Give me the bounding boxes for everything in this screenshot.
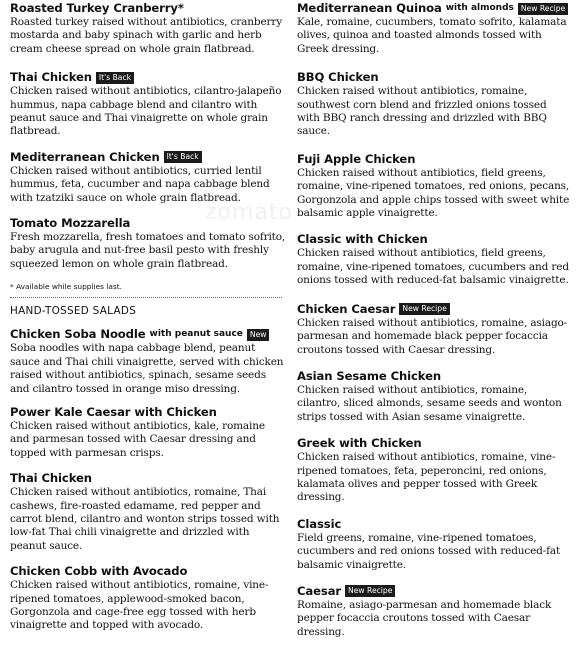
item-name: Asian Sesame Chicken <box>297 368 442 383</box>
item-badge: New Recipe <box>345 585 395 597</box>
item-badge: New <box>247 329 270 341</box>
menu-item <box>10 564 286 633</box>
item-badge: It's Back <box>96 72 134 84</box>
menu-item <box>10 405 286 460</box>
menu-item <box>297 152 570 221</box>
item-description: Chicken raised without antibiotics, kale, romaine and parmesan tossed with Caesar dressing and topped with parmesan crisps. <box>10 419 265 459</box>
item-name: Caesar <box>297 583 342 598</box>
menu-item <box>297 584 570 639</box>
item-badge: New Recipe <box>399 303 449 315</box>
menu-item <box>10 1 286 56</box>
item-description: Chicken raised without antibiotics, curried lentil hummus, feta, cucumber and napa cabbage blend with tzatziki sauce on whole grain flatbread. <box>10 164 270 204</box>
menu-item <box>297 232 570 287</box>
item-description: Romaine, asiago-parmesan and homemade black pepper focaccia croutons tossed with Caesar dressing. <box>297 598 552 638</box>
item-description: Chicken raised without antibiotics, cilantro-jalapeño hummus, napa cabbage blend and cilantro with peanut sauce and Thai vinaigrette on whole grain flatbread. <box>10 85 282 138</box>
item-name: Chicken Soba Noodle <box>10 327 146 342</box>
item-name: Thai Chicken <box>10 70 92 85</box>
item-name: Mediterranean Chicken <box>10 149 160 164</box>
item-name: BBQ Chicken <box>297 70 379 85</box>
menu-item <box>10 70 286 139</box>
item-description: Fresh mozzarella, fresh tomatoes and tomato sofrito, baby arugula and nut-free basil pesto with freshly squeezed lemon on whole grain flatbread. <box>10 231 286 270</box>
item-description: Chicken raised without antibiotics, romaine, Thai cashews, fire-roasted edamame, red pepper and carrot blend, cilantro and wonton strips tossed with low-fat Thai chili vinaigrette and drizzled with peanut sauce. <box>10 486 280 552</box>
left-column <box>10 0 286 633</box>
menu-item <box>297 369 570 424</box>
watermark: zomato <box>205 200 294 225</box>
menu-item <box>297 517 570 572</box>
item-description: Kale, romaine, cucumbers, tomato sofrito, kalamata olives, quinoa and toasted almonds tossed with Greek dressing. <box>297 16 567 55</box>
item-name: Classic <box>297 516 342 531</box>
item-name: Thai Chicken <box>10 471 92 486</box>
item-description: Chicken raised without antibiotics, romaine, asiago-parmesan and homemade black pepper focaccia croutons tossed with Caesar dressing. <box>297 316 568 356</box>
menu-item <box>297 436 570 505</box>
item-name: Mediterranean Quinoa <box>297 1 442 15</box>
item-description: Soba noodles with napa cabbage blend, peanut sauce and Thai chili vinaigrette, served with chicken raised without antibiotics, spinach, sesame seeds and cilantro tossed in orange miso dressing. <box>10 342 284 395</box>
item-description: Roasted turkey raised without antibiotics, cranberry mostarda and baby spinach with garlic and herb cream cheese spread on whole grain flatbread. <box>10 16 283 55</box>
footnote: * Available while supplies last. <box>10 282 123 292</box>
item-description: Chicken raised without antibiotics, field greens, romaine, vine-ripened tomatoes, cucumbers and red onions tossed with reduced-fat balsamic vinaigrette. <box>297 247 569 287</box>
right-column <box>297 0 570 639</box>
item-description: Chicken raised without antibiotics, romaine, vine-ripened tomatoes, feta, peperoncini, red onions, kalamata olives and pepper tossed with Greek dressing. <box>297 451 556 504</box>
menu-item <box>10 327 286 396</box>
menu-item <box>297 302 570 357</box>
menu-item <box>297 70 570 139</box>
item-name: Roasted Turkey Cranberry* <box>10 1 184 15</box>
menu-item <box>10 150 286 205</box>
item-description: Chicken raised without antibiotics, romaine, southwest corn blend and frizzled onions tossed with BBQ ranch dressing and drizzled with BBQ sauce. <box>297 85 547 138</box>
item-name: Greek with Chicken <box>297 436 422 451</box>
menu-item <box>10 471 286 553</box>
menu-item <box>297 1 570 56</box>
item-description: Field greens, romaine, vine-ripened tomatoes, cucumbers and red onions tossed with reduced-fat balsamic vinaigrette. <box>297 531 561 571</box>
section-heading: HAND-TOSSED SALADS <box>10 305 137 318</box>
item-subtitle: with almonds <box>445 3 514 13</box>
item-name: Chicken Caesar <box>297 301 396 316</box>
item-name: Fuji Apple Chicken <box>297 151 416 166</box>
item-badge: New Recipe <box>518 3 568 15</box>
item-badge: It's Back <box>164 151 202 163</box>
menu-item <box>10 216 286 271</box>
item-description: Chicken raised without antibiotics, romaine, vine-ripened tomatoes, applewood-smoked bacon, Gorgonzola and cage-free egg tossed with herb vinaigrette and topped with avocado. <box>10 579 269 632</box>
item-name: Classic with Chicken <box>297 232 428 247</box>
item-subtitle: with peanut sauce <box>149 329 243 340</box>
item-name: Tomato Mozzarella <box>10 216 131 231</box>
item-name: Chicken Cobb with Avocado <box>10 564 188 579</box>
item-description: Chicken raised without antibiotics, romaine, cilantro, sliced almonds, sesame seeds and wonton strips tossed with Asian sesame vinaigrette. <box>297 383 562 423</box>
item-description: Chicken raised without antibiotics, field greens, romaine, vine-ripened tomatoes, red onions, pecans, Gorgonzola and apple chips tossed with sweet white balsamic apple vinaigrette. <box>297 166 570 220</box>
item-name: Power Kale Caesar with Chicken <box>10 404 217 419</box>
section-divider <box>10 297 282 298</box>
